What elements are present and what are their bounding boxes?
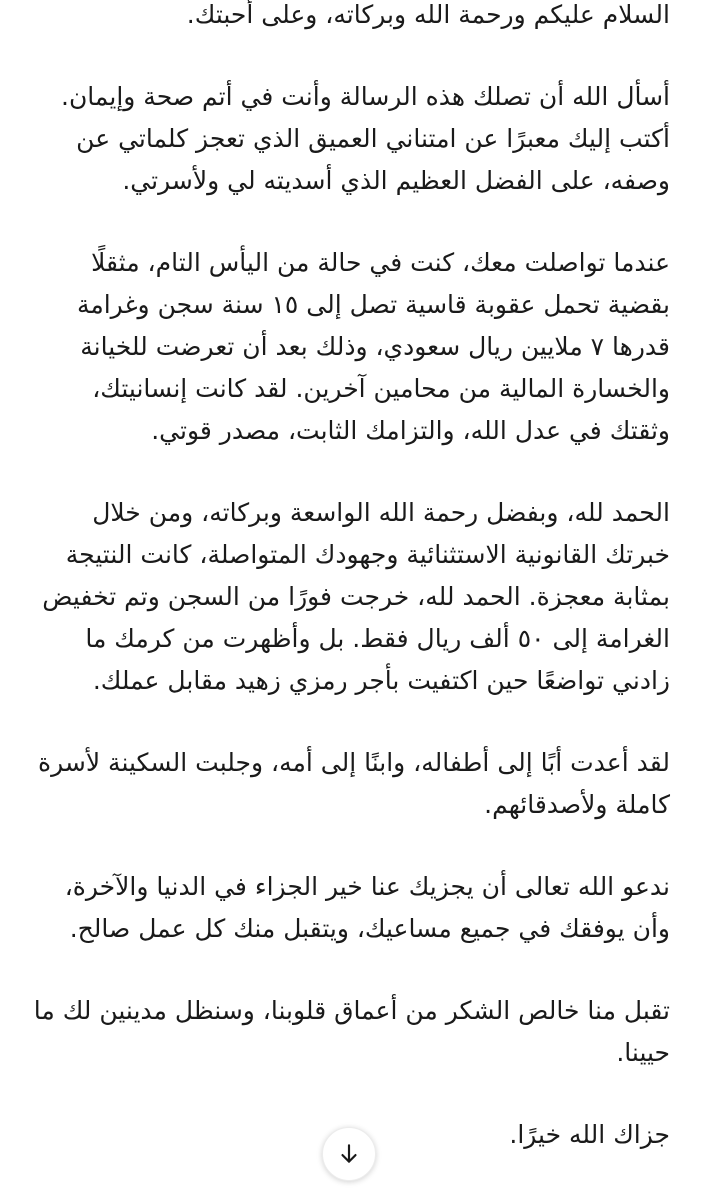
outcome-paragraph: الحمد لله، وبفضل رحمة الله الواسعة وبركاته، ومن خلال خبرتك القانونية الاستثنائية وجهودك المتواصلة، كانت النتيجة بمثابة معجزة. الحمد لله، خرجت فورًا من السجن وتم تخفيض الغرامة إلى ٥٠ ألف ريال فقط. بل وأظهرت من كرمك ما زادني تواضعًا حين اكتفيت بأجر رمزي زهيد مقابل عملك.: [42, 498, 670, 695]
family-paragraph: لقد أعدت أبًا إلى أطفاله، وابنًا إلى أمه، وجلبت السكينة لأسرة كاملة ولأصدقائهم.: [38, 748, 670, 819]
closing-paragraph: جزاك الله خيرًا.: [509, 1120, 670, 1149]
prayer-paragraph: ندعو الله تعالى أن يجزيك عنا خير الجزاء في الدنيا والآخرة، وأن يوفقك في جميع مساعيك، ويتقبل منك كل عمل صالح.: [64, 872, 670, 943]
situation-paragraph: عندما تواصلت معك، كنت في حالة من اليأس التام، مثقلًا بقضية تحمل عقوبة قاسية تصل إلى ١٥ سنة سجن وغرامة قدرها ٧ ملايين ريال سعودي، وذلك بعد أن تعرضت للخيانة والخسارة المالية من محامين آخرين. لقد كانت إنسانيتك، وثقتك في عدل الله، والتزامك الثابت، مصدر قوتي.: [76, 248, 670, 445]
arrow-down-icon: [336, 1141, 362, 1167]
scroll-to-bottom-button[interactable]: [322, 1127, 376, 1181]
message-body: [28, 0, 670, 1196]
thanks-paragraph: تقبل منا خالص الشكر من أعماق قلوبنا، وسنظل مدينين لك ما حيينا.: [33, 996, 670, 1067]
wishes-paragraph: أسأل الله أن تصلك هذه الرسالة وأنت في أتم صحة وإيمان. أكتب إليك معبرًا عن امتناني العميق الذي تعجز كلماتي عن وصفه، على الفضل العظيم الذي أسديته لي ولأسرتي.: [61, 82, 670, 195]
greeting-paragraph: السلام عليكم ورحمة الله وبركاته، وعلى أحبتك.: [186, 0, 670, 29]
